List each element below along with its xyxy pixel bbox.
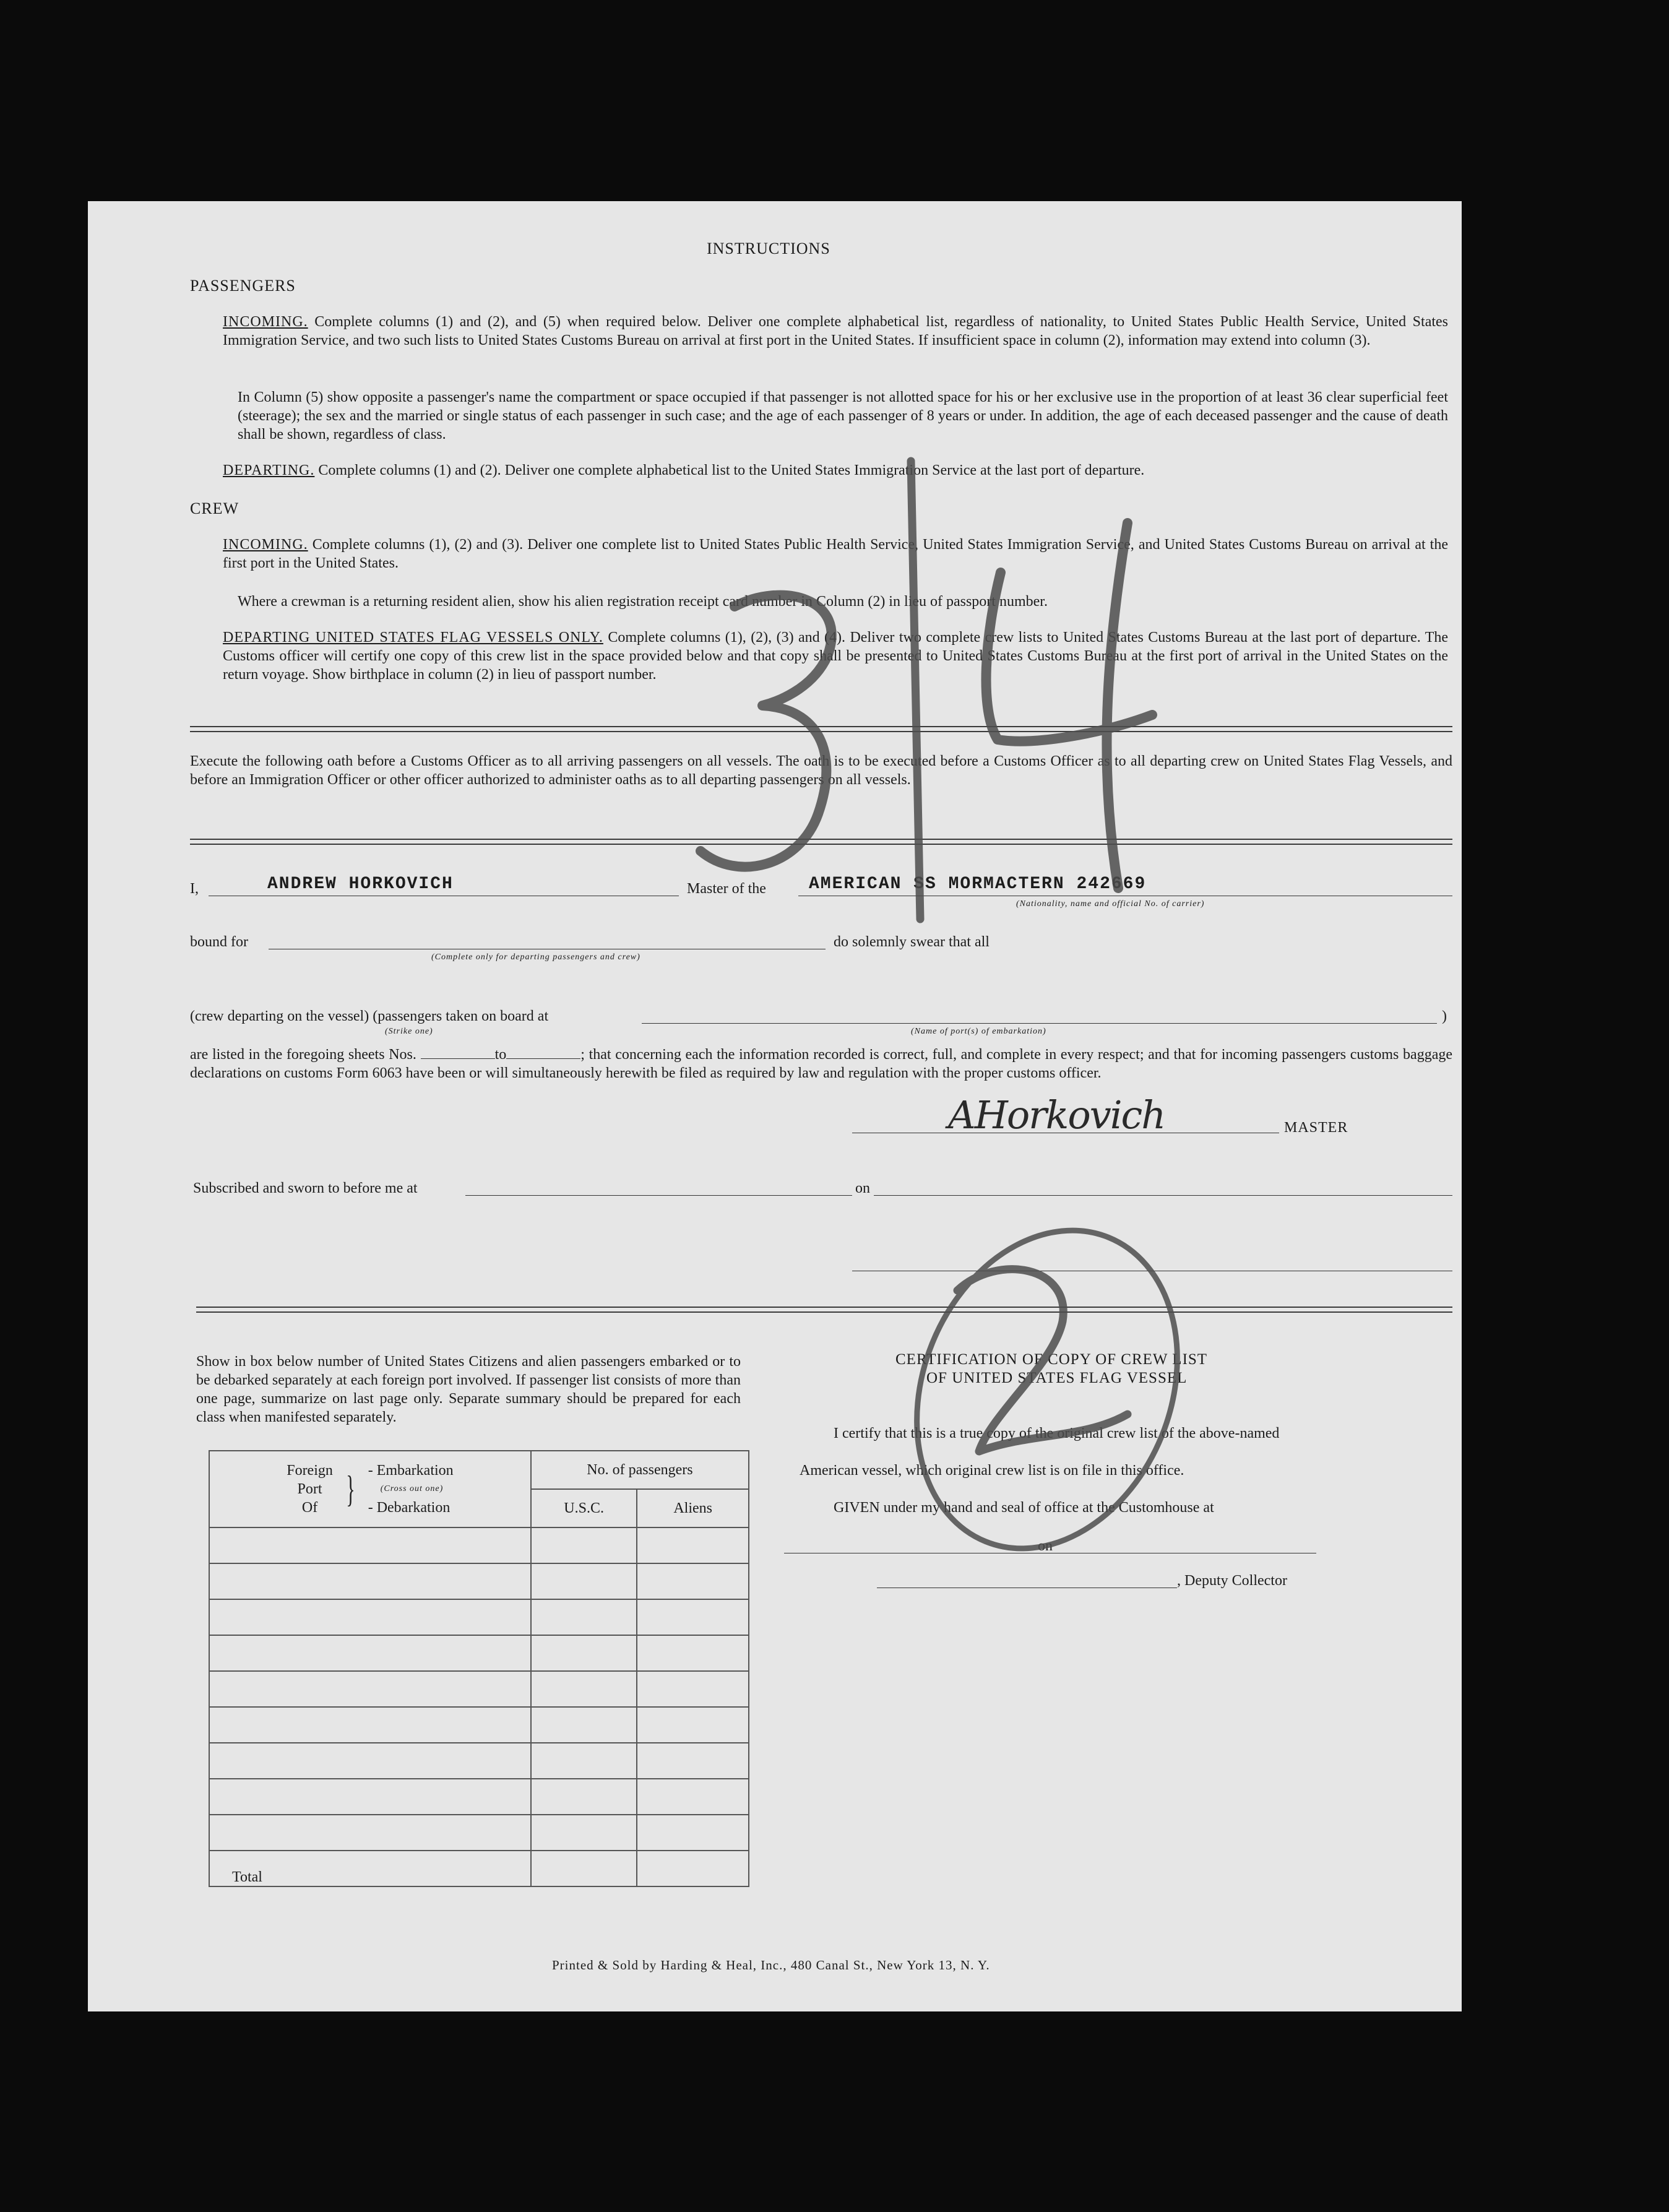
certify-vessel-text: American vessel, which original crew list is on file in this office. (800, 1462, 1184, 1479)
crew-departing-text: Complete columns (1), (2), (3) and (4). Deliver two complete crew lists to United States Customs Bureau at the last port of departure. The Customs officer will certify one copy of this crew list in the space provided below and that copy shall be presented to United States Customs Bureau at the first port of arrival in the United States on the return voyage. Show birthplace in column (2) in lieu of passport number. (223, 629, 1449, 683)
passengers-column5-paragraph: In Column (5) show opposite a passenger's name the compartment or space occupied if that passenger is not allotted space for his or her exclusive use in the proportion of at least 36 clear superficial feet (steerage); the sex and the married or single status of each passenger in such case; and the age of each passenger of 8 years or under. In addition, the age of each deceased passenger and the cause of death shall be shown, regardless of class. (238, 389, 1448, 443)
passengers-departing-label: DEPARTING. (223, 462, 315, 478)
i-label: I, (190, 881, 199, 897)
printer-footer: Printed & Sold by Harding & Heal, Inc., 480 Canal St., New York 13, N. Y. (552, 1958, 990, 1972)
bound-for-label: bound for (190, 934, 248, 950)
pencil-digit-three (701, 595, 832, 867)
given-text: GIVEN under my hand and seal of office at the Customhouse at (834, 1500, 1214, 1516)
aliens-header: Aliens (637, 1489, 749, 1527)
pencil-digit-four (986, 523, 1152, 888)
passengers-incoming-label: INCOMING. (223, 314, 308, 330)
certification-title-1: CERTIFICATION OF COPY OF CREW LIST (895, 1351, 1208, 1368)
crew-resident-paragraph: Where a crewman is a returning resident alien, show his alien registration receipt card number in Column (2) in lieu of passport number. (238, 594, 1048, 610)
certification-on-label: on (1038, 1538, 1053, 1554)
manifest-page (88, 201, 1462, 2011)
crew-incoming-label: INCOMING. (223, 537, 308, 553)
crew-departing-label: DEPARTING UNITED STATES FLAG VESSELS ONLY. (223, 629, 603, 646)
cross-out-caption: (Cross out one) (380, 1484, 444, 1493)
debarkation-label: - Debarkation (368, 1500, 451, 1516)
total-label: Total (209, 1851, 531, 1886)
pencil-circle (871, 1191, 1223, 1588)
certification-title-2: OF UNITED STATES FLAG VESSEL (926, 1370, 1188, 1386)
brace-glyph: } (346, 1469, 355, 1510)
master-name: ANDREW HORKOVICH (267, 875, 454, 894)
close-paren: ) (1442, 1008, 1447, 1024)
instructions-title: INSTRUCTIONS (707, 240, 830, 257)
strike-caption: (Strike one) (385, 1027, 433, 1036)
crew-heading: CREW (190, 499, 239, 517)
embarkation-label: - Embarkation (368, 1462, 454, 1479)
vessel-caption: (Nationality, name and official No. of carrier) (1016, 899, 1205, 909)
port-label: Port (297, 1481, 322, 1497)
passengers-heading: PASSENGERS (190, 277, 296, 295)
swear-label: do solemnly swear that all (834, 934, 990, 950)
passengers-incoming-text: Complete columns (1) and (2), and (5) when required below. Deliver one complete alphabetical list, regardless of nationality, to United States Public Health Service, United States Immigration Service, and two such lists to United States Customs Bureau on arrival at first port in the United States. If insufficient space in column (2), information may extend into column (3). (223, 314, 1449, 348)
no-passengers-header: No. of passengers (531, 1451, 749, 1489)
master-signature: AHorkovich (948, 1092, 1165, 1138)
pencil-separator-bar (911, 461, 920, 919)
certify-text: I certify that this is a true copy of the original crew list of the above-named (834, 1425, 1280, 1441)
crew-departing-oath: (crew departing on the vessel) (passengers taken on board at (190, 1008, 549, 1024)
listed-text: ; that concerning each the information recorded is correct, full, and complete in every respect; and that for incoming passengers customs baggage declarations on customs Form 6063 have been or will simultaneously herewith be filed as required by law and regulation with the proper customs officer. (190, 1047, 1453, 1081)
deputy-label: , Deputy Collector (1177, 1573, 1287, 1589)
vessel-name: AMERICAN SS MORMACTERN 242669 (809, 875, 1147, 894)
ports-caption: (Name of port(s) of embarkation) (911, 1027, 1046, 1036)
listed-prefix: are listed in the foregoing sheets Nos. (190, 1047, 416, 1063)
handwritten-pencil-marks (88, 201, 1462, 2011)
bound-for-caption: (Complete only for departing passengers and crew) (431, 953, 640, 962)
of-label: Of (301, 1500, 318, 1516)
oath-intro: Execute the following oath before a Customs Officer as to all arriving passengers on all vessels. The oath is to be executed before a Customs Officer as to all departing crew on United States Flag Vessels, and before an Immigration Officer or other officer authorized to administer oaths as to all departing passengers on all vessels. (190, 753, 1452, 788)
master-label: MASTER (1284, 1120, 1348, 1136)
summary-instructions: Show in box below number of United States Citizens and alien passengers embarked or to be debarked separately at each foreign port involved. If passenger list consists of more than one page, summarize on last page only. Separate summary should be prepared for each class when manifested separately. (196, 1354, 741, 1425)
crew-incoming-text: Complete columns (1), (2) and (3). Deliver one complete list to United States Public Health Service, United States Immigration Service, and United States Customs Bureau on arrival at the first port in the United States. (223, 537, 1449, 571)
foreign-label: Foreign (287, 1462, 333, 1479)
passengers-departing-text: Complete columns (1) and (2). Deliver one complete alphabetical list to the United States Immigration Service at the last port of departure. (318, 462, 1145, 478)
pencil-digit-two (957, 1269, 1128, 1451)
subscribed-on-label: on (855, 1180, 870, 1196)
to-label: to (494, 1047, 507, 1063)
usc-header: U.S.C. (531, 1489, 637, 1527)
subscribed-label: Subscribed and sworn to before me at (193, 1180, 418, 1196)
master-of-label: Master of the (687, 881, 766, 897)
